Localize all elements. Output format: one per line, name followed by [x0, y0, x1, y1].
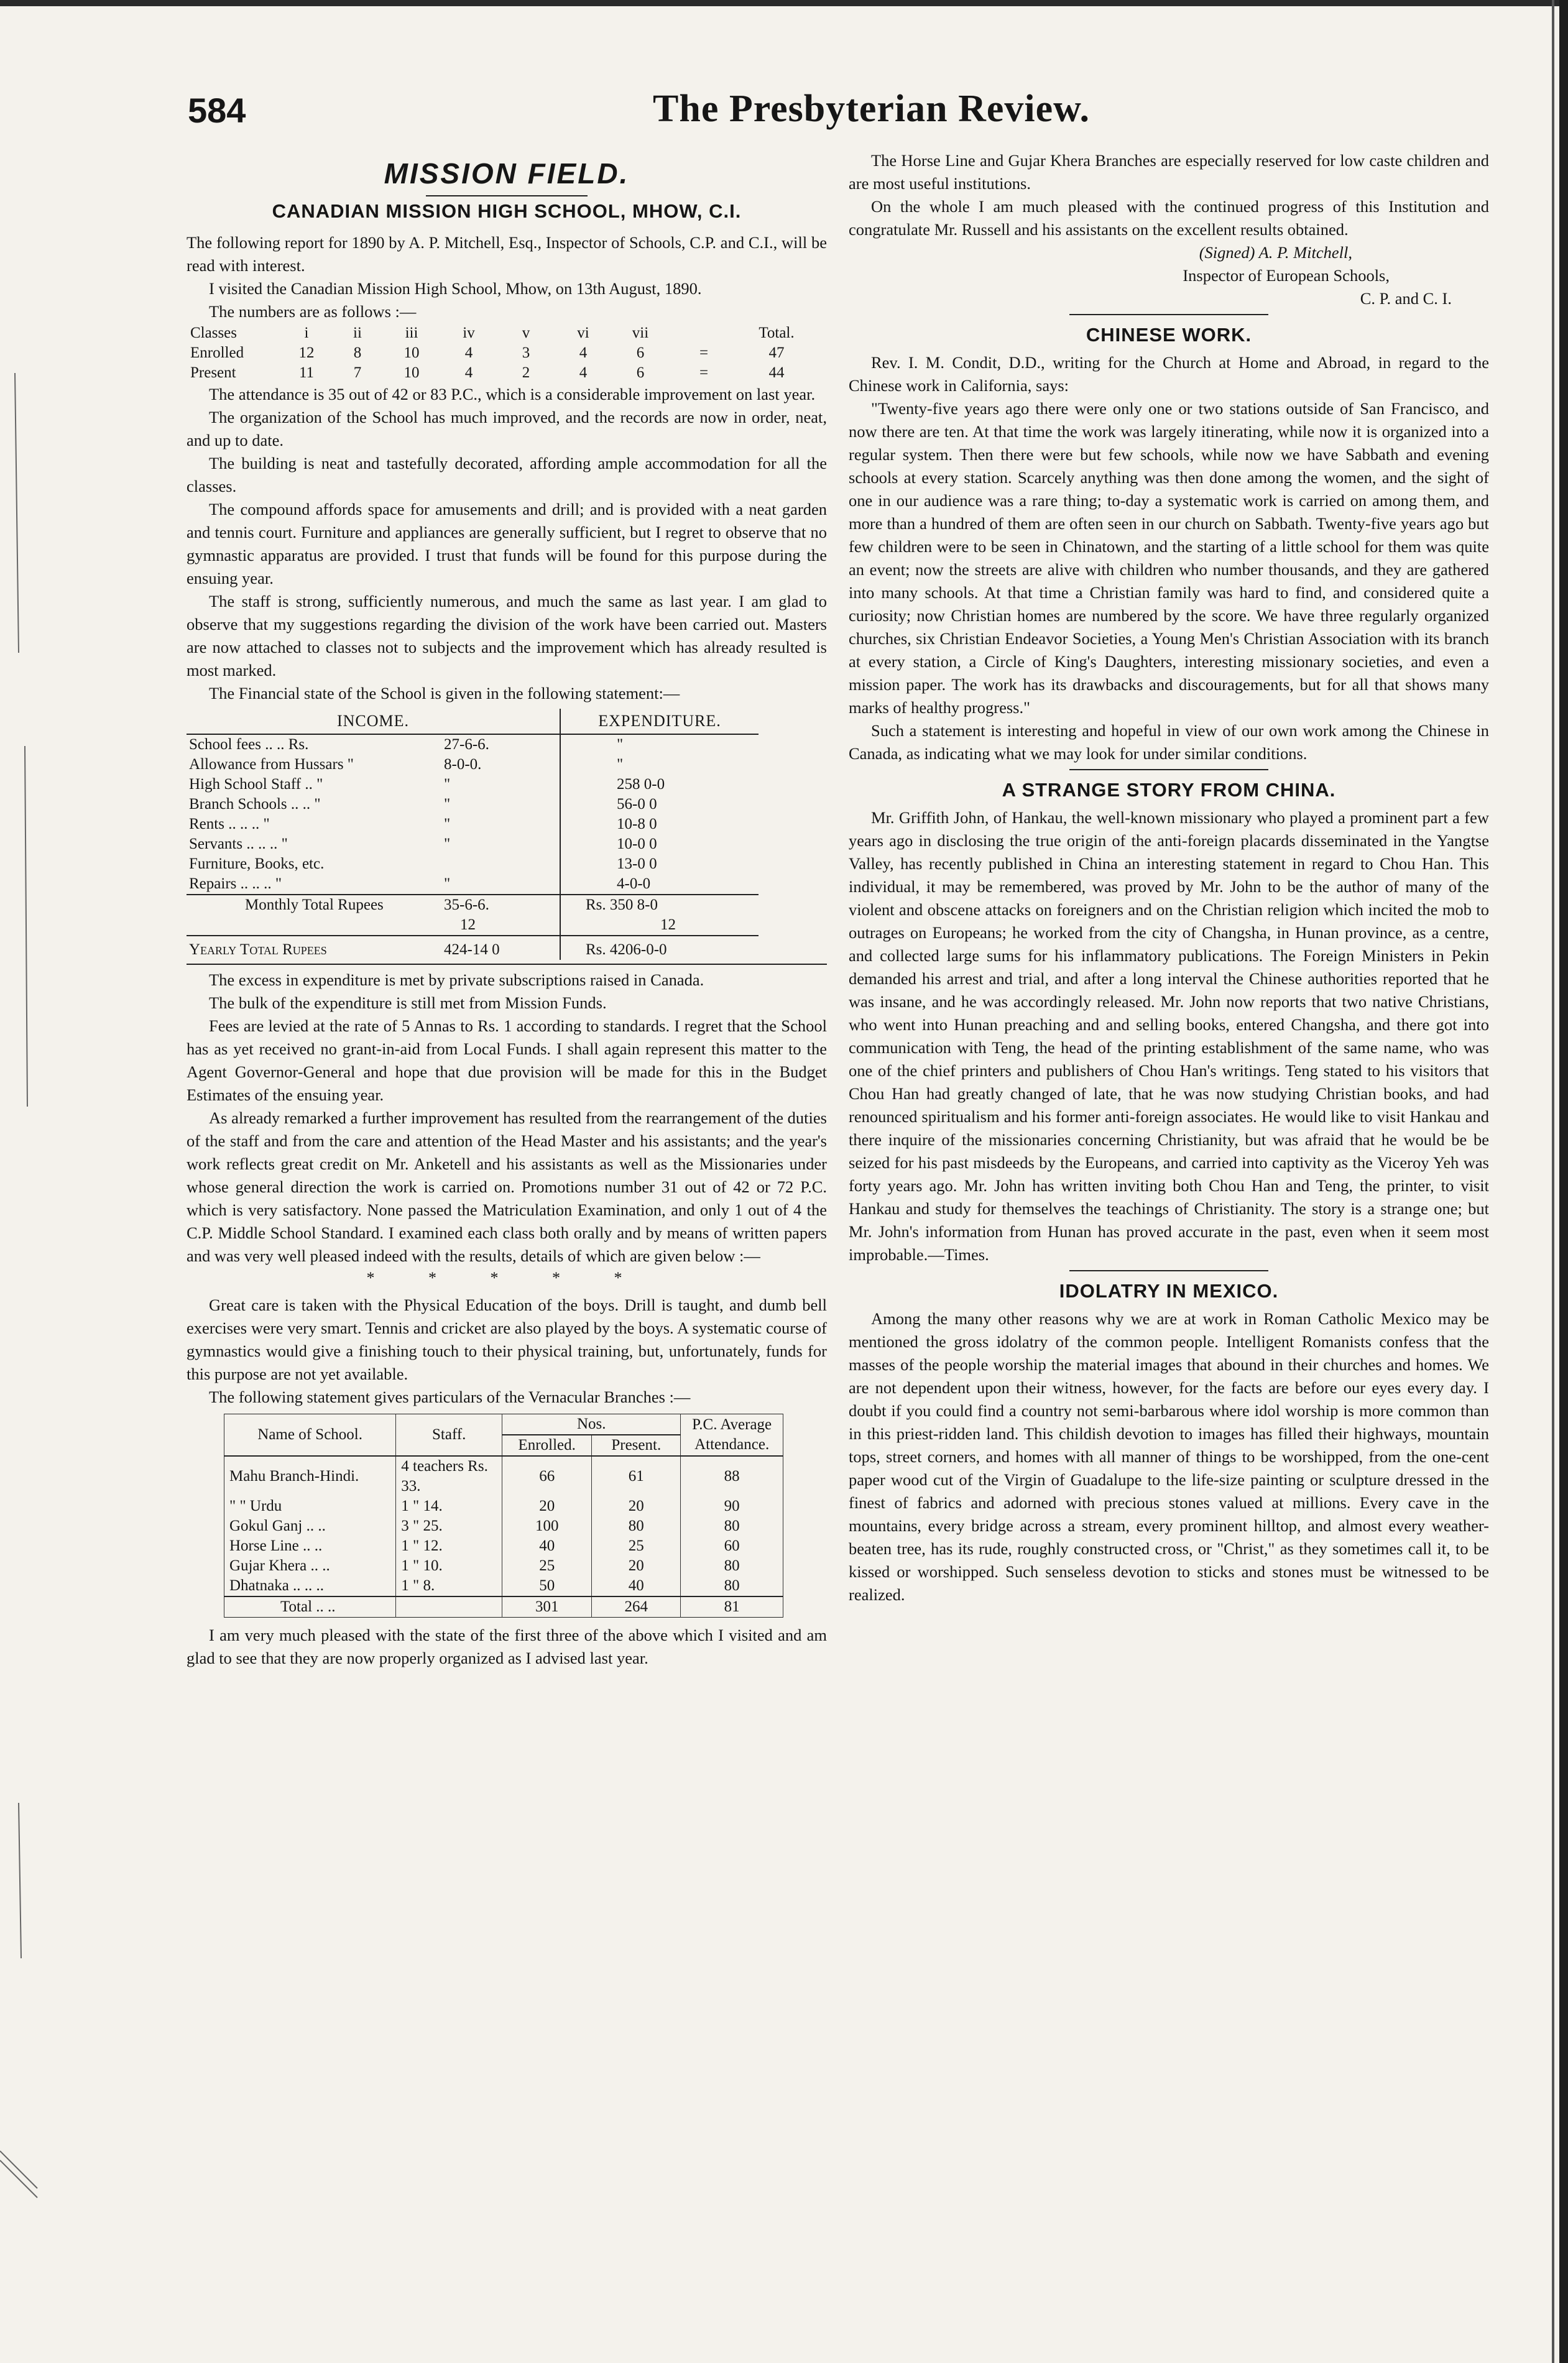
schools-header-row: [224, 1414, 783, 1435]
table-cell: 25: [592, 1536, 681, 1556]
months-expenditure: 12: [660, 916, 676, 933]
table-cell: 66: [502, 1456, 592, 1496]
strange-story-heading: A STRANGE STORY FROM CHINA.: [1002, 779, 1336, 801]
table-cell: 4: [579, 344, 588, 361]
months-income: 12: [187, 915, 560, 936]
table-cell: 10: [404, 364, 420, 381]
table-cell: Horse Line .. ..: [224, 1536, 396, 1556]
signature-name: (Signed) A. P. Mitchell,: [1199, 243, 1352, 262]
page-number: 584: [188, 91, 246, 130]
building-paragraph: The building is neat and tastefully decorated, affording ample accommodation for all the classes.: [187, 454, 827, 495]
table-cell: 8: [353, 344, 362, 361]
monthly-expenditure: Rs. 350 8-0: [560, 895, 759, 915]
finance-row: [187, 795, 759, 814]
left-column: [187, 149, 827, 1670]
title-rule: [426, 195, 588, 196]
table-cell: Mahu Branch-Hindi.: [224, 1456, 396, 1496]
griffith-paragraph: Mr. Griffith John, of Hankau, the well-known missionary who played a prominent part a few years ago in disclosing the true origin of the anti-foreign placards disseminated in the Yangtse Valley, has recently published in China an interesting statement in regard to Chou Han. This individual, it may be remembered, was proved by Mr. John to be the author of many of the violent and obscene attacks on foreigners and on the Christian religion which incited the mob to outrages on Europeans; he worked from the city of Changsha, in Hunan province, as a centre, and collected large sums for his inflammatory publications. The Foreign Ministers in Pekin demanded his arrest and trial, and after a long interval the Chinese authorities reported that he was insane, and he was accordingly released. Mr. John now reports that two native Christians, who went into Hunan preaching and and selling books, entered Changsha, and there got into communication with Teng, the head of the printing establishment of the same name, who was one of the chief printers and publishers of Chou Han's writings. Teng stated to his visitors that Chou Han had greatly changed of late, that he was now studying Christian books, and had renounced spiritualism and his former anti-foreign associates. He would like to visit Hankau and there inquire of the missionaries concerning Christianity, but was afraid that he would be be seized for his past misdeeds by the Europeans, and carried into captivity as the Viceroy Yeh was forty years ago. Mr. John has written inviting both Chou Han and Teng, the printer, to visit Hankau and study for themselves the teachings of Christianity. The story is a strange one; but Mr. John's information from Hunan has proved accurate in the past, even when it seem most improbable.—Times.: [849, 808, 1489, 1264]
section-title: MISSION FIELD.: [384, 157, 630, 190]
finance-row: [187, 734, 759, 755]
pleased-paragraph: I am very much pleased with the state of the first three of the above which I visited and am glad to see that they are now properly organized as I advised last year.: [187, 1626, 827, 1667]
table-cell: 3 " 25.: [396, 1516, 502, 1536]
table-row: [224, 1576, 783, 1596]
idolatry-paragraph: Among the many other reasons why we are at work in Roman Catholic Mexico may be mentioned the gross idolatry of the common people. Intelligent Romanists confess that the masses of the people worship the material images that abound in their churches and homes. We are not dependent upon their witness, however, for the facts are before our eyes every day. I doubt if you could find a country not semi-barbarous where idol worship is more common than in this priest-ridden land. This childish devotion to images has filled their highways, mountain tops, street corners, and homes with all manner of things to be worshipped, from the one-cent paper wood cut of the Virgin of Guadalupe to the life-size painting or sculpture dressed in the finest of fabrics and adorned with precious stones valued at millions. Every cave in the mountains, every bridge across a stream, every prominent hilltop, and almost every weather-beaten tree, has its rude, roughly constructed cross, or "Christ," as they sometimes call it, to be kissed or worshipped. Such senseless devotion to sticks and stones must be witnessed to be realized.: [849, 1309, 1489, 1604]
income-header: INCOME.: [187, 709, 560, 734]
monthly-income: 35-6-6.: [444, 896, 489, 913]
table-cell: Gujar Khera .. ..: [224, 1556, 396, 1576]
journal-title: The Presbyterian Review.: [653, 88, 1091, 130]
monthly-label: Monthly Total Rupees: [245, 896, 384, 913]
compound-paragraph: The compound affords space for amusements and drill; and is provided with a neat garden and tennis court. Furniture and appliances are generally sufficient, but I regret to observe that no gymnastic apparatus are provided. I trust that funds will be found for this purpose during the ensuing year.: [187, 500, 827, 587]
table-cell: 1 " 14.: [396, 1496, 502, 1516]
table-cell: 44: [768, 364, 785, 381]
table-cell: 6: [636, 344, 645, 361]
visit-paragraph: I visited the Canadian Mission High School, Mhow, on 13th August, 1890.: [209, 279, 702, 298]
finance-yearly-row: [187, 936, 759, 960]
table-cell: =: [699, 364, 709, 381]
table-cell: 4: [464, 364, 473, 381]
staff-paragraph: The staff is strong, sufficiently numerous, and much the same as last year. I am glad to observe that my suggestions regarding the division of the work have been carried out. Masters are now attached to classes not to subjects and the improvement which has already resulted is most marked.: [187, 592, 827, 679]
header-name: Name of School.: [224, 1414, 396, 1457]
finance-expenditure: ": [617, 756, 624, 773]
finance-income: 8-0-0.: [444, 756, 482, 773]
attendance-present-row: [187, 363, 814, 383]
finance-item: Furniture, Books, etc.: [189, 855, 325, 872]
table-cell: 6: [636, 364, 645, 381]
table-cell: vii: [632, 325, 649, 341]
table-cell: vi: [577, 325, 589, 341]
table-cell: 40: [592, 1576, 681, 1596]
finance-item: Repairs .. .. .. ": [189, 875, 282, 892]
finance-row: [187, 874, 759, 895]
table-row: [224, 1516, 783, 1536]
table-cell: 12: [298, 344, 315, 361]
table-cell: 88: [681, 1456, 783, 1496]
table-cell: " " Urdu: [224, 1496, 396, 1516]
table-cell: 100: [502, 1516, 592, 1536]
finance-expenditure: 258 0-0: [617, 776, 665, 793]
finance-item: High School Staff .. ": [189, 776, 323, 793]
table-cell: Total .. ..: [224, 1596, 396, 1618]
table-cell: 301: [502, 1596, 592, 1618]
table-cell: 1 " 12.: [396, 1536, 502, 1556]
table-cell: 11: [298, 364, 315, 381]
idolatry-heading: IDOLATRY IN MEXICO.: [1059, 1280, 1279, 1302]
horse-line-paragraph: The Horse Line and Gujar Khera Branches are especially reserved for low caste children and are most useful institutions.: [849, 151, 1489, 193]
finance-row: [187, 755, 759, 775]
header-staff: Staff.: [396, 1414, 502, 1457]
quote-paragraph: "Twenty-five years ago there were only one or two stations outside of San Francisco, and now there are ten. At that time the work was largely itinerating, while now it is organized into a regular system. Then there were but few schools, while now we have Sabbath and evening schools at every station. Scarcely anything was then done among the women, and the sight of one in our audience was a rare thing; to-day a systematic work is carried on among them, and more than a hundred of them are often seen in our church on Sabbath. Twenty-five years ago but few children were to be seen in Chinatown, and the starting of a little school for them was quite an event; now the streets are alive with children who number thousands, and they are gathered into many schools. At that time a Christian family was hard to find, and considered quite a curiosity; now Christian homes are numbered by the score. We have three regularly organized churches, six Christian Endeavor Societies, a Young Men's Christian Association with its branch at every station, a Circle of King's Daughters, interesting missionary societies, and even a mission paper. The work has its drawbacks and discouragements, but for all that shows many marks of healthy progress.": [849, 399, 1489, 717]
header-nos: Nos.: [502, 1414, 681, 1435]
table-cell: 4 teachers Rs. 33.: [396, 1456, 502, 1496]
yearly-label: Yearly Total Rupees: [189, 941, 327, 958]
table-cell: i: [304, 325, 309, 341]
finance-income: ": [444, 875, 451, 892]
finance-expenditure: 13-0 0: [617, 855, 657, 872]
table-cell: Classes: [190, 325, 237, 341]
table-cell: 4: [464, 344, 473, 361]
table-cell: ii: [353, 325, 362, 341]
organization-paragraph: The organization of the School has much improved, and the records are now in order, neat, and up to date.: [187, 408, 827, 449]
finance-row: [187, 834, 759, 854]
table-cell: [396, 1596, 502, 1618]
header-pc: P.C. Average Attendance.: [681, 1414, 783, 1457]
table-cell: Total.: [759, 325, 795, 341]
excess-paragraph: The excess in expenditure is met by private subscriptions raised in Canada.: [209, 970, 704, 989]
finance-table: [187, 709, 759, 960]
table-cell: 264: [592, 1596, 681, 1618]
scan-border-right-inner: [1552, 0, 1554, 2363]
table-cell: 1 " 10.: [396, 1556, 502, 1576]
finance-expenditure: 56-0 0: [617, 796, 657, 813]
section-rule: [1069, 1270, 1268, 1271]
table-cell: 60: [681, 1536, 783, 1556]
physical-education-paragraph: Great care is taken with the Physical Education of the boys. Drill is taught, and dumb bell exercises were very smart. Tennis and cricket are also played by the boys. A systematic course of gymnastics would give a finishing touch to their physical training, but, unfortunately, funds for this purpose are not yet available.: [187, 1296, 827, 1383]
table-cell: 40: [502, 1536, 592, 1556]
header-enrolled: Enrolled.: [502, 1435, 592, 1456]
section-rule: [1069, 769, 1268, 770]
expenditure-header: EXPENDITURE.: [560, 709, 759, 734]
table-cell: [669, 323, 739, 343]
scan-border-right: [1559, 0, 1568, 2363]
table-cell: 61: [592, 1456, 681, 1496]
table-cell: 4: [579, 364, 588, 381]
table-cell: 20: [592, 1556, 681, 1576]
finance-expenditure: 10-8 0: [617, 816, 657, 832]
header-present: Present.: [592, 1435, 681, 1456]
table-cell: 3: [522, 344, 530, 361]
finance-item: Allowance from Hussars ": [189, 756, 354, 773]
table-cell: 81: [681, 1596, 783, 1618]
table-cell: =: [699, 344, 709, 361]
attendance-table: [187, 323, 814, 383]
finance-item: Branch Schools .. .. ": [189, 796, 321, 813]
signature-region: C. P. and C. I.: [1360, 289, 1452, 308]
finance-row: [187, 775, 759, 795]
table-cell: iv: [463, 325, 475, 341]
section-rule: [1069, 314, 1268, 315]
finance-months-row: [187, 915, 759, 936]
finance-expenditure: 4-0-0: [617, 875, 651, 892]
table-row: [224, 1456, 783, 1496]
chinese-work-heading: CHINESE WORK.: [1086, 324, 1252, 346]
table-total-row: [224, 1596, 783, 1618]
yearly-income: 424-14 0: [444, 941, 500, 958]
table-cell: 2: [522, 364, 530, 381]
right-column: [849, 149, 1489, 1606]
bulk-paragraph: The bulk of the expenditure is still met from Mission Funds.: [209, 993, 607, 1012]
schools-table: [224, 1414, 783, 1618]
table-cell: 90: [681, 1496, 783, 1516]
attendance-header-row: [187, 323, 814, 343]
finance-expenditure: ": [617, 736, 624, 753]
finance-item: Servants .. .. .. ": [189, 836, 288, 852]
yearly-expenditure: Rs. 4206-0-0: [560, 936, 759, 960]
table-cell: 80: [681, 1516, 783, 1536]
finance-income: ": [444, 796, 451, 813]
table-cell: 7: [353, 364, 362, 381]
table-cell: 50: [502, 1576, 592, 1596]
finance-monthly-row: [187, 895, 759, 915]
finance-expenditure: 10-0 0: [617, 836, 657, 852]
attendance-paragraph: The attendance is 35 out of 42 or 83 P.C., which is a considerable improvement on last year.: [209, 385, 816, 403]
table-cell: 80: [592, 1516, 681, 1536]
table-cell: 47: [768, 344, 785, 361]
vernacular-intro-paragraph: The following statement gives particulars of the Vernacular Branches :—: [209, 1388, 691, 1406]
finance-item: Rents .. .. .. ": [189, 816, 270, 832]
scan-border-top: [0, 0, 1568, 6]
table-cell: 25: [502, 1556, 592, 1576]
numbers-intro: The numbers are as follows :—: [209, 302, 417, 321]
finance-income: ": [444, 776, 451, 793]
table-cell: 20: [502, 1496, 592, 1516]
table-row: [224, 1556, 783, 1576]
finance-income: ": [444, 836, 451, 852]
table-cell: 80: [681, 1576, 783, 1596]
table-cell: Present: [190, 364, 236, 381]
remarked-paragraph: As already remarked a further improvement has resulted from the rearrangement of the duties of the staff and from the care and attention of the Head Master and his assistants; and the year's work reflects great credit on Mr. Anketell and his assistants as well as the Missionaries under whose general direction the work is carried on. Promotions number 31 out of 42 or 72 P.C. which is very satisfactory. None passed the Matriculation Examination, and only 1 out of 4 the C.P. Middle School Standard. I examined each class both orally and by means of written papers and was very well pleased indeed with the results, details of which are given below :—: [187, 1108, 827, 1265]
table-cell: Dhatnaka .. .. ..: [224, 1576, 396, 1596]
ellipsis-stars: * * * * *: [366, 1269, 647, 1287]
finance-income: ": [444, 816, 451, 832]
finance-item: School fees .. .. Rs.: [189, 736, 309, 753]
intro-paragraph: The following report for 1890 by A. P. Mitchell, Esq., Inspector of Schools, C.P. and C.I., will be read with interest.: [187, 233, 827, 275]
table-cell: 20: [592, 1496, 681, 1516]
fees-paragraph: Fees are levied at the rate of 5 Annas to Rs. 1 according to standards. I regret that the School has as yet received no grant-in-aid from Local Funds. I shall again represent this matter to the Agent Governor-General and hope that due provision will be made for this in the Budget Estimates of the ensuing year.: [187, 1016, 827, 1104]
finance-rule: [187, 964, 827, 965]
finance-row: [187, 854, 759, 874]
table-cell: 1 " 8.: [396, 1576, 502, 1596]
table-cell: Enrolled: [190, 344, 244, 361]
margin-scan-marks: [0, 0, 162, 2363]
table-cell: 10: [404, 344, 420, 361]
such-paragraph: Such a statement is interesting and hopeful in view of our own work among the Chinese in Canada, as indicating what we may look for under similar conditions.: [849, 721, 1489, 763]
table-cell: v: [522, 325, 530, 341]
table-cell: Gokul Ganj .. ..: [224, 1516, 396, 1536]
signature-title: Inspector of European Schools,: [1183, 266, 1390, 285]
finance-income: 27-6-6.: [444, 736, 489, 753]
financial-paragraph: The Financial state of the School is given in the following statement:—: [209, 684, 680, 702]
table-row: [224, 1496, 783, 1516]
table-row: [224, 1536, 783, 1556]
condit-paragraph: Rev. I. M. Condit, D.D., writing for the Church at Home and Abroad, in regard to the Chinese work in California, says:: [849, 353, 1489, 395]
whole-paragraph: On the whole I am much pleased with the continued progress of this Institution and congratulate Mr. Russell and his assistants on the excellent results obtained.: [849, 197, 1489, 239]
school-heading: CANADIAN MISSION HIGH SCHOOL, MHOW, C.I.: [272, 200, 742, 222]
finance-row: [187, 814, 759, 834]
table-cell: iii: [405, 325, 418, 341]
table-cell: 80: [681, 1556, 783, 1576]
attendance-enrolled-row: [187, 343, 814, 363]
